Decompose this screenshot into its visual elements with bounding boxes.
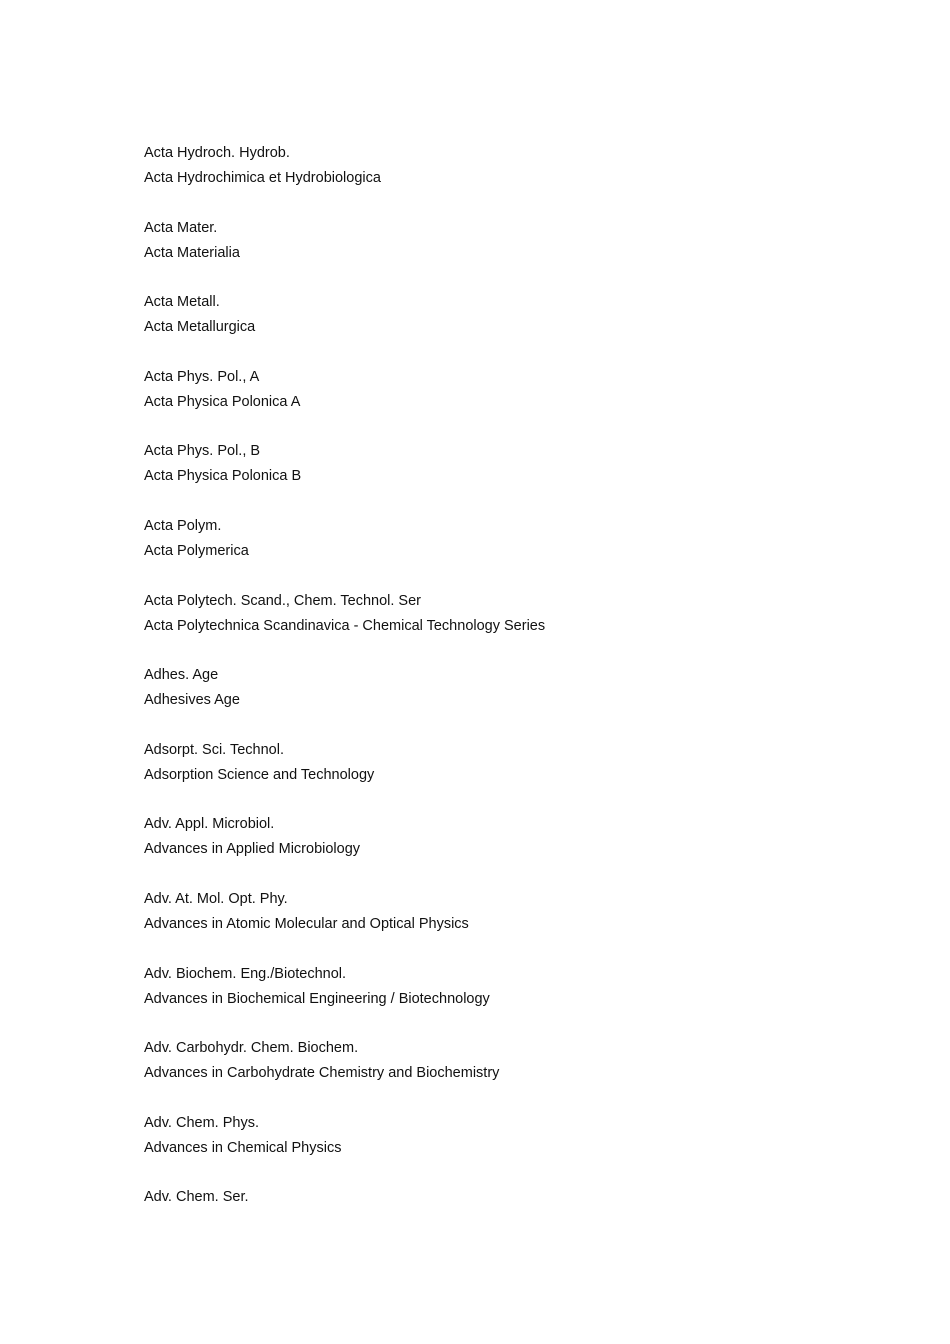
journal-abbreviation-list [144, 141, 844, 1260]
journal-abbreviation: Acta Hydroch. Hydrob. [144, 145, 290, 161]
journal-abbreviation: Acta Polytech. Scand., Chem. Technol. Ser [144, 592, 421, 609]
journal-full-title: Advances in Biochemical Engineering / Biotechnology [144, 990, 490, 1007]
journal-abbreviation: Adv. Appl. Microbiol. [144, 816, 275, 833]
list-item [144, 962, 844, 1037]
journal-full-title: Acta Polytechnica Scandinavica - Chemical Technology Series [144, 617, 546, 634]
journal-abbreviation: Acta Metall. [144, 294, 220, 311]
list-item [144, 141, 844, 216]
journal-full-title: Acta Materialia [144, 244, 240, 261]
journal-full-title: Advances in Applied Microbiology [144, 841, 361, 858]
journal-abbreviation: Acta Phys. Pol., A [144, 368, 260, 385]
journal-full-title: Advances in Atomic Molecular and Optical Physics [144, 915, 469, 932]
journal-abbreviation: Acta Phys. Pol., B [144, 443, 261, 460]
journal-full-title: Adsorption Science and Technology [144, 766, 375, 783]
journal-abbreviation: Adv. Chem. Ser. [144, 1189, 249, 1206]
journal-full-title: Acta Metallurgica [144, 319, 256, 336]
list-item [144, 216, 844, 291]
journal-abbreviation: Adv. Carbohydr. Chem. Biochem. [144, 1040, 359, 1057]
journal-abbreviation: Adv. Chem. Phys. [144, 1114, 259, 1131]
journal-full-title: Adhesives Age [144, 692, 240, 709]
list-item [144, 738, 844, 813]
list-item [144, 887, 844, 962]
journal-full-title: Acta Physica Polonica B [144, 468, 302, 485]
journal-full-title: Acta Physica Polonica A [144, 393, 301, 410]
list-item [144, 1111, 844, 1186]
journal-full-title: Acta Polymerica [144, 542, 249, 559]
journal-full-title: Acta Hydrochimica et Hydrobiologica [144, 170, 381, 186]
list-item [144, 290, 844, 365]
list-item [144, 1185, 844, 1260]
list-item [144, 589, 844, 664]
list-item [144, 514, 844, 589]
journal-full-title: Advances in Carbohydrate Chemistry and Biochemistry [144, 1065, 500, 1082]
list-item [144, 812, 844, 887]
journal-abbreviation: Adsorpt. Sci. Technol. [144, 741, 284, 758]
journal-abbreviation: Acta Polym. [144, 517, 222, 534]
journal-abbreviation: Acta Mater. [144, 219, 218, 236]
list-item [144, 365, 844, 440]
journal-full-title: Advances in Chemical Physics [144, 1139, 342, 1156]
list-item [144, 663, 844, 738]
list-item [144, 439, 844, 514]
journal-full-title [144, 1210, 844, 1235]
journal-abbreviation: Adv. At. Mol. Opt. Phy. [144, 890, 288, 907]
journal-abbreviation: Adhes. Age [144, 667, 219, 684]
journal-abbreviation: Adv. Biochem. Eng./Biotechnol. [144, 965, 347, 982]
list-item [144, 1036, 844, 1111]
